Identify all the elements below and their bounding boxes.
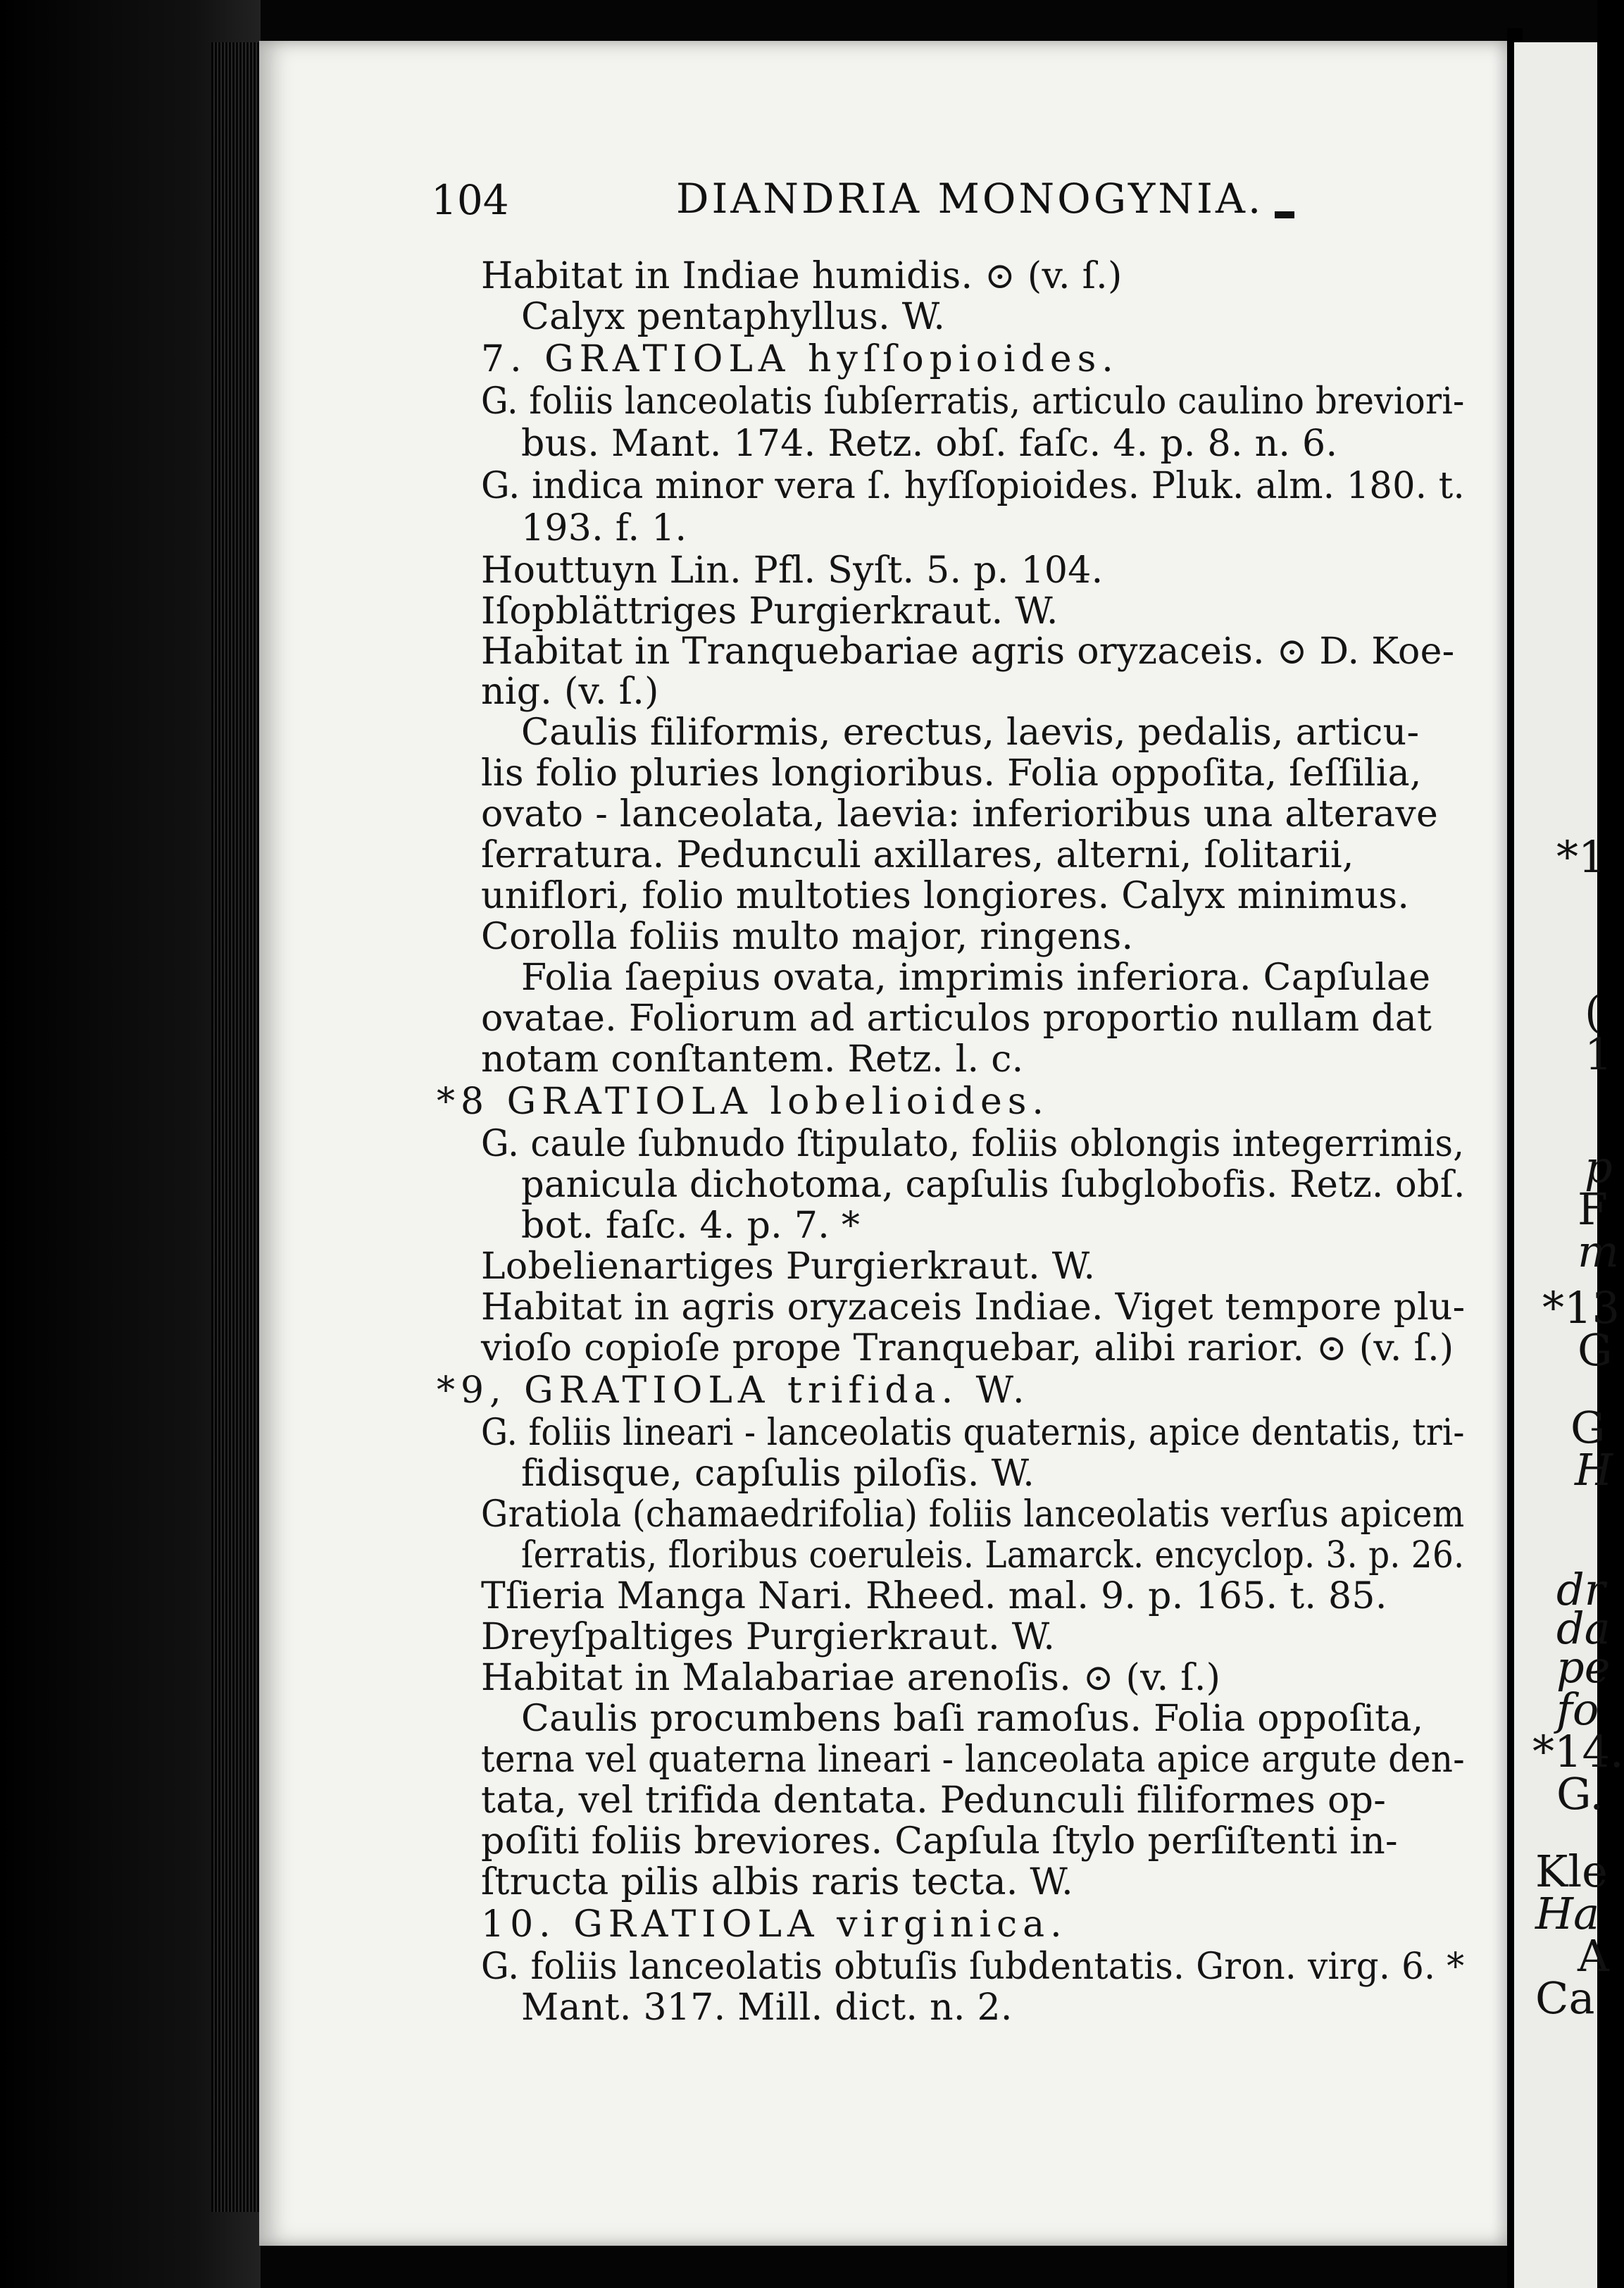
- facing-page-text: G.: [1556, 1768, 1604, 1820]
- facing-page-text: da: [1556, 1603, 1611, 1654]
- text-line: G. caule ſubnudo ſtipulato, foliis oblongis integerrimis,: [481, 1123, 1465, 1165]
- facing-page-text: p: [1585, 1141, 1613, 1193]
- text-line: bot. faſc. 4. p. 7. *: [521, 1205, 861, 1247]
- text-line: G. foliis lanceolatis ſubſerratis, articulo caulino breviori-: [481, 380, 1465, 423]
- text-line: Folia ſaepius ovata, imprimis inferiora. Capſulae: [521, 957, 1431, 999]
- text-line: Dreyſpaltiges Purgierkraut. W.: [481, 1616, 1056, 1658]
- text-line: uniflori, folio multoties longiores. Calyx minimus.: [481, 875, 1410, 917]
- facing-page-text: F: [1578, 1183, 1609, 1235]
- header-mark: [1275, 211, 1294, 218]
- species-heading: 10. GRATIOLA virginica.: [481, 1903, 1068, 1946]
- text-line: ſerratis, floribus coeruleis. Lamarck. encyclop. 3. p. 26.: [521, 1534, 1465, 1577]
- text-line: Gratiola (chamaedrifolia) foliis lanceolatis verſus apicem: [481, 1493, 1465, 1536]
- facing-page-text: G: [1570, 1402, 1606, 1453]
- running-head: DIANDRIA MONOGYNIA.: [676, 175, 1264, 223]
- text-line: G. foliis lanceolatis obtuſis ſubdentatis. Gron. virg. 6. *: [481, 1946, 1465, 1988]
- facing-page-text: fo: [1556, 1684, 1599, 1735]
- facing-page-text: H: [1575, 1444, 1613, 1496]
- facing-page-text: pe: [1556, 1641, 1611, 1693]
- text-line: bus. Mant. 174. Retz. obſ. faſc. 4. p. 8. n. 6.: [521, 423, 1338, 465]
- facing-page-text: m: [1578, 1226, 1619, 1277]
- species-heading: 7. GRATIOLA hyſſopioides.: [481, 338, 1119, 380]
- text-line: tata, vel trifida dentata. Pedunculi filiformes op-: [481, 1779, 1387, 1822]
- text-line: Habitat in Malabariae arenoſis. ⊙ (v. ſ.): [481, 1657, 1221, 1699]
- species-heading: *9, GRATIOLA trifida. W.: [437, 1369, 1030, 1412]
- text-line: Lobelienartiges Purgierkraut. W.: [481, 1245, 1096, 1288]
- text-line: 193. f. 1.: [521, 507, 687, 549]
- facing-page-text: G: [1578, 1324, 1613, 1376]
- text-line: Habitat in Tranquebariae agris oryzaceis. ⊙ D. Koe-: [481, 630, 1455, 673]
- facing-page-text: *14.: [1532, 1726, 1624, 1777]
- text-line: Tſieria Manga Nari. Rheed. mal. 9. p. 165. t. 85.: [481, 1575, 1387, 1617]
- text-line: Iſopblättriges Purgierkraut. W.: [481, 590, 1058, 633]
- text-line: panicula dichotoma, capſulis ſubglobofis. Retz. obſ.: [521, 1164, 1466, 1206]
- text-line: G. indica minor vera ſ. hyſſopioides. Pluk. alm. 180. t.: [481, 465, 1465, 507]
- facing-page-text: *1: [1556, 831, 1606, 883]
- text-line: Calyx pentaphyllus. W.: [521, 296, 946, 338]
- species-heading: *8 GRATIOLA lobelioides.: [437, 1081, 1049, 1123]
- facing-page-text: 1: [1585, 1028, 1613, 1080]
- facing-page-text: A: [1578, 1930, 1609, 1982]
- text-line: Caulis procumbens baſi ramoſus. Folia oppoſita,: [521, 1698, 1424, 1740]
- text-line: vioſo copioſe prope Tranquebar, alibi rarior. ⊙ (v. ſ.): [481, 1327, 1454, 1369]
- facing-page-text: Kle: [1535, 1846, 1608, 1897]
- text-line: G. foliis lineari - lanceolatis quaternis, apice dentatis, tri-: [481, 1412, 1465, 1454]
- text-line: nig. (v. ſ.): [481, 671, 659, 713]
- text-line: Caulis filiformis, erectus, laevis, pedalis, articu-: [521, 711, 1420, 754]
- text-line: fidisque, capſulis piloſis. W.: [521, 1453, 1035, 1495]
- text-line: Habitat in agris oryzaceis Indiae. Viget tempore plu-: [481, 1286, 1466, 1329]
- text-line: Houttuyn Lin. Pfl. Syſt. 5. p. 104.: [481, 549, 1104, 592]
- text-line: lis folio pluries longioribus. Folia oppoſita, ſeſſilia,: [481, 752, 1422, 795]
- page-edges: [211, 42, 261, 2212]
- text-line: Habitat in Indiae humidis. ⊙ (v. ſ.): [481, 255, 1123, 297]
- text-line: notam conſtantem. Retz. l. c.: [481, 1038, 1024, 1081]
- facing-page-text: *13: [1542, 1282, 1620, 1333]
- text-line: poſiti foliis breviores. Capſula ſtylo perſiſtenti in-: [481, 1820, 1398, 1863]
- text-line: Mant. 317. Mill. dict. n. 2.: [521, 1987, 1013, 2029]
- text-line: Corolla foliis multo major, ringens.: [481, 916, 1134, 958]
- text-line: ovatae. Foliorum ad articulos proportio nullam dat: [481, 997, 1432, 1040]
- facing-page-text: dr: [1556, 1564, 1606, 1615]
- facing-page-text: Ha: [1535, 1888, 1600, 1939]
- facing-page-text: Ca: [1535, 1972, 1595, 2024]
- page-number: 104: [431, 176, 509, 224]
- text-line: ſerratura. Pedunculi axillares, alterni, ſolitarii,: [481, 834, 1354, 876]
- text-line: ſtructa pilis albis raris tecta. W.: [481, 1861, 1073, 1903]
- facing-page-text: (: [1585, 986, 1602, 1038]
- text-line: ovato - lanceolata, laevia: inferioribus una alterave: [481, 793, 1439, 835]
- text-line: terna vel quaterna lineari - lanceolata apice argute den-: [481, 1739, 1465, 1781]
